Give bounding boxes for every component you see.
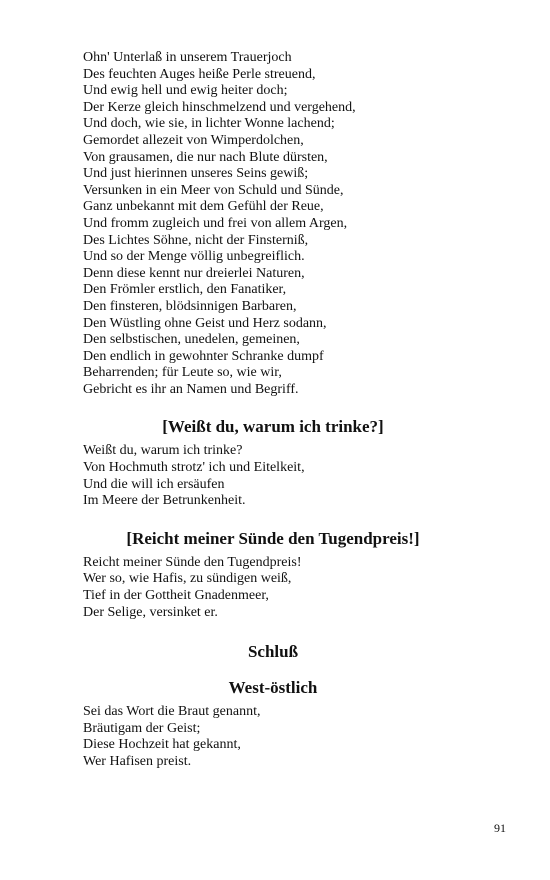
poem-title: [Reicht meiner Sünde den Tugendpreis!]	[126, 528, 420, 548]
page-number: 91	[494, 821, 506, 835]
verse-line: Gebricht es ihr an Namen und Begriff.	[83, 381, 299, 397]
verse-line: Und ewig hell und ewig heiter doch;	[83, 83, 288, 99]
poem-stanza	[83, 704, 483, 770]
verse-line: Bräutigam der Geist;	[83, 720, 201, 736]
verse-line: Der Selige, versinket er.	[83, 604, 218, 620]
verse-line: Wer so, wie Hafis, zu sündigen weiß,	[83, 571, 292, 587]
verse-line: Den Wüstling ohne Geist und Herz sodann,	[83, 315, 327, 331]
poem-stanza	[83, 443, 483, 509]
verse-line: Beharrenden; für Leute so, wie wir,	[83, 365, 282, 381]
verse-line: Und just hierinnen unseres Seins gewiß;	[83, 166, 309, 182]
verse-line: Der Kerze gleich hinschmelzend und vergehend,	[83, 99, 356, 115]
verse-line: Den Frömler erstlich, den Fanatiker,	[83, 282, 287, 298]
verse-line: Den selbstischen, unedelen, gemeinen,	[83, 332, 300, 348]
verse-line: Von Hochmuth strotz' ich und Eitelkeit,	[83, 460, 305, 476]
verse-line: Weißt du, warum ich trinke?	[83, 443, 243, 459]
verse-line: Im Meere der Betrunkenheit.	[83, 493, 246, 509]
verse-line: Versunken in ein Meer von Schuld und Sünde,	[83, 182, 344, 198]
poem-stanza-continued	[83, 50, 483, 398]
verse-line: Des Lichtes Söhne, nicht der Finsterniß,	[83, 232, 309, 248]
verse-line: Von grausamen, die nur nach Blute dürsten,	[83, 149, 328, 165]
verse-line: Wer Hafisen preist.	[83, 754, 192, 769]
verse-line: Und die will ich ersäufen	[83, 476, 225, 492]
verse-line: Des feuchten Auges heiße Perle streuend,	[83, 66, 316, 82]
verse-line: Und fromm zugleich und frei von allem Argen,	[83, 215, 348, 231]
verse-line: Gemordet allezeit von Wimperdolchen,	[83, 132, 304, 148]
verse-line: Und so der Menge völlig unbegreiflich.	[83, 249, 305, 265]
verse-line: Sei das Wort die Braut genannt,	[83, 704, 261, 720]
verse-line: Und doch, wie sie, in lichter Wonne lachend;	[83, 116, 335, 132]
page-content	[83, 50, 483, 771]
poem-title: [Weißt du, warum ich trinke?]	[162, 417, 384, 437]
verse-line: Den finsteren, blödsinnigen Barbaren,	[83, 298, 297, 314]
verse-line: Tief in der Gottheit Gnadenmeer,	[83, 588, 269, 604]
section-title: Schluß	[247, 642, 299, 662]
verse-line: Diese Hochzeit hat gekannt,	[83, 737, 241, 753]
verse-line: Den endlich in gewohnter Schranke dumpf	[83, 348, 324, 364]
verse-line: Ganz unbekannt mit dem Gefühl der Reue,	[83, 199, 324, 215]
verse-line: Reicht meiner Sünde den Tugendpreis!	[83, 554, 302, 570]
poem-title: West-östlich	[228, 678, 318, 698]
verse-line: Ohn' Unterlaß in unserem Trauerjoch	[83, 50, 292, 65]
poem-stanza	[83, 555, 483, 621]
verse-line: Denn diese kennt nur dreierlei Naturen,	[83, 265, 305, 281]
